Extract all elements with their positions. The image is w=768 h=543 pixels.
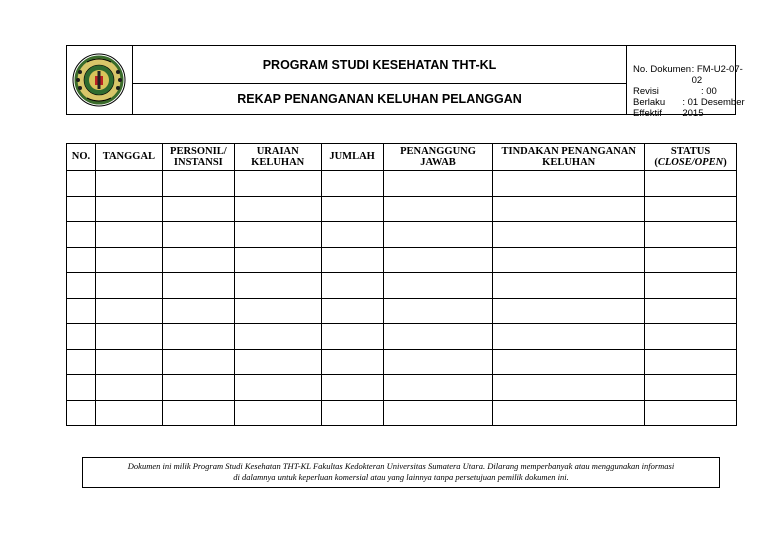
- table-cell[interactable]: [234, 375, 321, 401]
- column-header-status: STATUS (CLOSE/OPEN): [645, 144, 737, 171]
- complaint-recap-table: [66, 143, 737, 426]
- column-header-tanggal: TANGGAL: [95, 144, 162, 171]
- table-cell[interactable]: [67, 222, 96, 248]
- table-cell[interactable]: [383, 196, 493, 222]
- meta-label: No. Dokumen: [633, 64, 692, 75]
- table-cell[interactable]: [645, 247, 737, 273]
- table-cell[interactable]: [95, 298, 162, 324]
- table-cell[interactable]: [321, 400, 383, 426]
- table-cell[interactable]: [95, 400, 162, 426]
- table-row: [67, 298, 737, 324]
- meta-value: : 00: [701, 86, 717, 97]
- table-cell[interactable]: [383, 222, 493, 248]
- table-cell[interactable]: [162, 273, 234, 299]
- table-cell[interactable]: [321, 171, 383, 197]
- table-cell[interactable]: [645, 400, 737, 426]
- table-row: [67, 273, 737, 299]
- table-cell[interactable]: [162, 196, 234, 222]
- column-header-penanggung: PENANGGUNG JAWAB: [383, 144, 493, 171]
- table-cell[interactable]: [95, 196, 162, 222]
- document-meta: [633, 64, 745, 119]
- table-cell[interactable]: [321, 247, 383, 273]
- table-cell[interactable]: [162, 298, 234, 324]
- table-cell[interactable]: [645, 349, 737, 375]
- table-cell[interactable]: [645, 375, 737, 401]
- table-cell[interactable]: [383, 375, 493, 401]
- table-cell[interactable]: [645, 222, 737, 248]
- table-cell[interactable]: [383, 247, 493, 273]
- column-header-personil: PERSONIL/ INSTANSI: [162, 144, 234, 171]
- table-cell[interactable]: [493, 400, 645, 426]
- table-row: [67, 375, 737, 401]
- table-cell[interactable]: [95, 171, 162, 197]
- table-cell[interactable]: [95, 324, 162, 350]
- table-cell[interactable]: [645, 324, 737, 350]
- logo-cell: [67, 46, 133, 114]
- table-cell[interactable]: [234, 222, 321, 248]
- table-row: [67, 324, 737, 350]
- table-cell[interactable]: [95, 247, 162, 273]
- table-cell[interactable]: [493, 196, 645, 222]
- table-cell[interactable]: [321, 222, 383, 248]
- table-cell[interactable]: [234, 273, 321, 299]
- meta-row-revision: [633, 86, 745, 97]
- table-cell[interactable]: [162, 400, 234, 426]
- column-header-tindakan: TINDAKAN PENANGANAN KELUHAN: [493, 144, 645, 171]
- table-cell[interactable]: [493, 273, 645, 299]
- table-cell[interactable]: [67, 375, 96, 401]
- table-cell[interactable]: [234, 349, 321, 375]
- table-cell[interactable]: [493, 298, 645, 324]
- table-cell[interactable]: [67, 273, 96, 299]
- table-cell[interactable]: [162, 324, 234, 350]
- table-cell[interactable]: [95, 375, 162, 401]
- program-title: PROGRAM STUDI KESEHATAN THT-KL: [133, 46, 627, 84]
- table-cell[interactable]: [67, 247, 96, 273]
- table-cell[interactable]: [234, 171, 321, 197]
- table-body: [67, 171, 737, 426]
- table-cell[interactable]: [95, 349, 162, 375]
- table-cell[interactable]: [493, 349, 645, 375]
- table-cell[interactable]: [383, 400, 493, 426]
- table-cell[interactable]: [67, 400, 96, 426]
- disclaimer-line-1: Dokumen ini milik Program Studi Kesehatan THT-KL Fakultas Kedokteran Universitas Sumatera Utara. Dilarang memperbanyak atau menggunakan informasi: [127, 461, 675, 471]
- table-cell[interactable]: [321, 196, 383, 222]
- table-cell[interactable]: [67, 349, 96, 375]
- column-header-no: NO.: [67, 144, 96, 171]
- table-cell[interactable]: [234, 196, 321, 222]
- disclaimer-line-2: di dalamnya untuk keperluan komersial atau yang lainnya tanpa persetujuan pemilik dokumen ini.: [233, 472, 569, 482]
- meta-row-document-number: [633, 64, 745, 86]
- table-cell[interactable]: [162, 222, 234, 248]
- table-cell[interactable]: [162, 349, 234, 375]
- table-cell[interactable]: [162, 171, 234, 197]
- table-cell[interactable]: [162, 247, 234, 273]
- meta-label: Berlaku Effektif: [633, 97, 666, 119]
- table-row: [67, 171, 737, 197]
- table-cell[interactable]: [67, 171, 96, 197]
- table-row: [67, 196, 737, 222]
- meta-label: Revisi: [633, 86, 659, 97]
- table-cell[interactable]: [383, 298, 493, 324]
- table-cell[interactable]: [493, 247, 645, 273]
- table-cell[interactable]: [493, 222, 645, 248]
- table-cell[interactable]: [234, 324, 321, 350]
- table-cell[interactable]: [162, 375, 234, 401]
- table-cell[interactable]: [67, 324, 96, 350]
- ownership-disclaimer: [82, 457, 720, 488]
- table-cell[interactable]: [493, 375, 645, 401]
- table-cell[interactable]: [645, 273, 737, 299]
- table-cell[interactable]: [67, 196, 96, 222]
- meta-row-effective-date: [633, 97, 745, 119]
- table-cell[interactable]: [321, 375, 383, 401]
- table-row: [67, 400, 737, 426]
- document-header: [66, 45, 745, 119]
- meta-value: : FM-U2-07-02: [691, 64, 743, 86]
- column-header-jumlah: JUMLAH: [321, 144, 383, 171]
- table-cell[interactable]: [493, 324, 645, 350]
- table-cell[interactable]: [234, 298, 321, 324]
- table-cell[interactable]: [383, 171, 493, 197]
- table-cell[interactable]: [493, 171, 645, 197]
- university-logo-icon: [67, 46, 131, 112]
- table-cell[interactable]: [321, 273, 383, 299]
- table-cell[interactable]: [383, 273, 493, 299]
- table-cell[interactable]: [383, 324, 493, 350]
- table-cell[interactable]: [234, 400, 321, 426]
- table-row: [67, 222, 737, 248]
- table-cell[interactable]: [95, 222, 162, 248]
- table-row: [67, 247, 737, 273]
- table-row: [67, 349, 737, 375]
- table-cell[interactable]: [645, 298, 737, 324]
- table-cell[interactable]: [67, 298, 96, 324]
- table-cell[interactable]: [321, 298, 383, 324]
- table-header-row: [67, 144, 737, 171]
- column-header-uraian: URAIAN KELUHAN: [234, 144, 321, 171]
- meta-value: : 01 Desember 2015: [682, 97, 745, 119]
- table-cell[interactable]: [321, 324, 383, 350]
- form-title: REKAP PENANGANAN KELUHAN PELANGGAN: [133, 84, 627, 114]
- table-cell[interactable]: [321, 349, 383, 375]
- table-cell[interactable]: [645, 171, 737, 197]
- table-cell[interactable]: [645, 196, 737, 222]
- table-cell[interactable]: [234, 247, 321, 273]
- table-cell[interactable]: [383, 349, 493, 375]
- table-cell[interactable]: [95, 273, 162, 299]
